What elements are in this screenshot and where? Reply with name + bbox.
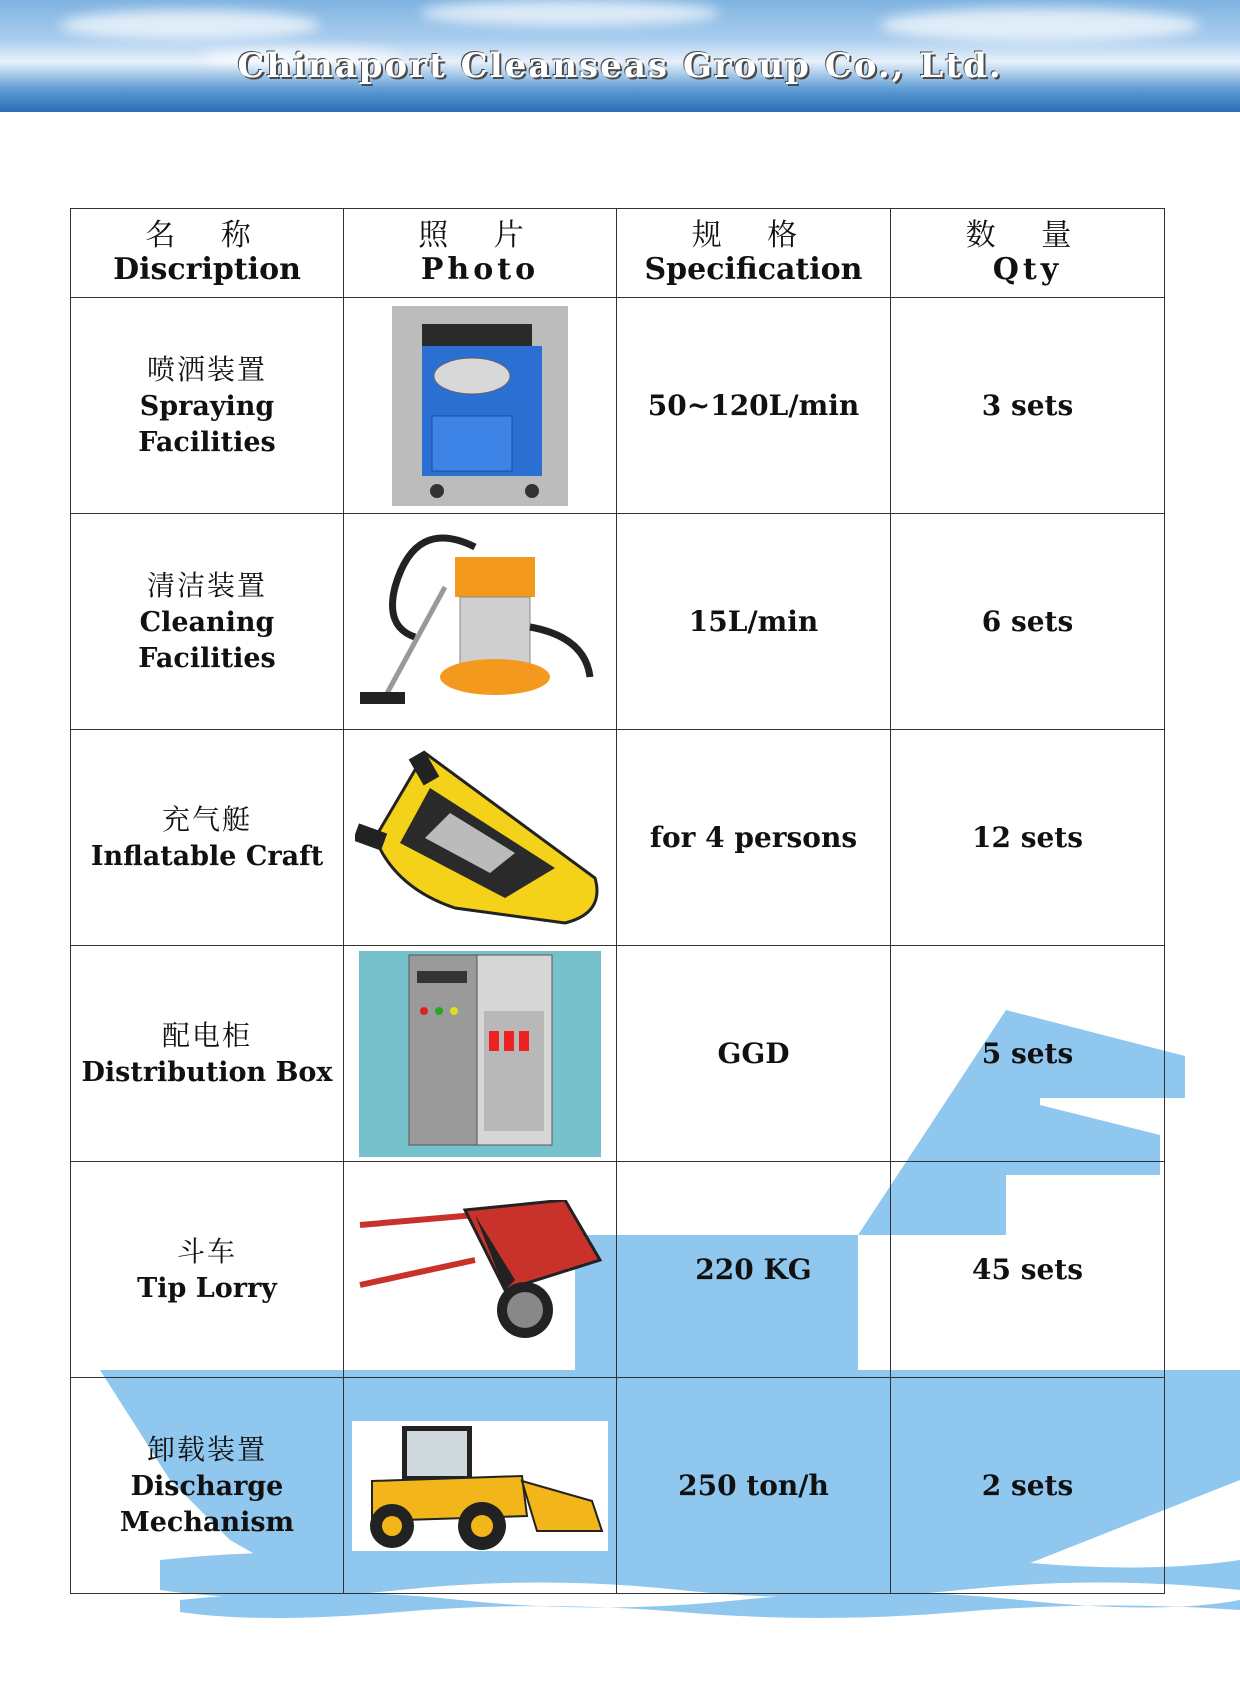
equipment-table xyxy=(70,208,1165,1594)
wheel-loader-icon xyxy=(352,1421,608,1551)
company-name: Chinaport Cleanseas Group Co., Ltd. xyxy=(237,46,1003,86)
spraying-machine-icon xyxy=(392,306,568,506)
item-photo xyxy=(344,730,617,946)
item-name: 清洁装置 Cleaning Facilities xyxy=(71,514,344,730)
item-qty: 3 sets xyxy=(891,298,1165,514)
item-spec: for 4 persons xyxy=(617,730,891,946)
item-name: 卸载装置 Discharge Mechanism xyxy=(71,1378,344,1594)
header-description: 名 称 Discription xyxy=(71,209,344,298)
item-name: 斗车 Tip Lorry xyxy=(71,1162,344,1378)
distribution-cabinet-icon xyxy=(359,951,601,1157)
item-photo xyxy=(344,298,617,514)
inflatable-boat-icon xyxy=(355,748,605,928)
table-row xyxy=(71,730,1165,946)
item-spec: 15L/min xyxy=(617,514,891,730)
table-row xyxy=(71,1378,1165,1594)
table-row xyxy=(71,1162,1165,1378)
header-specification: 规 格 Specification xyxy=(617,209,891,298)
vacuum-cleaner-icon xyxy=(355,527,605,717)
item-qty: 2 sets xyxy=(891,1378,1165,1594)
item-photo xyxy=(344,946,617,1162)
item-spec: 220 KG xyxy=(617,1162,891,1378)
item-spec: GGD xyxy=(617,946,891,1162)
item-name: 配电柜 Distribution Box xyxy=(71,946,344,1162)
item-photo xyxy=(344,514,617,730)
header-photo: 照 片 Photo xyxy=(344,209,617,298)
wheelbarrow-icon xyxy=(355,1200,605,1340)
table-header-row xyxy=(71,209,1165,298)
item-qty: 5 sets xyxy=(891,946,1165,1162)
table-row xyxy=(71,946,1165,1162)
item-spec: 50~120L/min xyxy=(617,298,891,514)
item-photo xyxy=(344,1162,617,1378)
item-spec: 250 ton/h xyxy=(617,1378,891,1594)
table-row xyxy=(71,514,1165,730)
item-qty: 45 sets xyxy=(891,1162,1165,1378)
item-qty: 12 sets xyxy=(891,730,1165,946)
item-name: 喷洒装置 Spraying Facilities xyxy=(71,298,344,514)
item-qty: 6 sets xyxy=(891,514,1165,730)
item-photo xyxy=(344,1378,617,1594)
header-qty: 数 量 Qty xyxy=(891,209,1165,298)
item-name: 充气艇 Inflatable Craft xyxy=(71,730,344,946)
table-row xyxy=(71,298,1165,514)
